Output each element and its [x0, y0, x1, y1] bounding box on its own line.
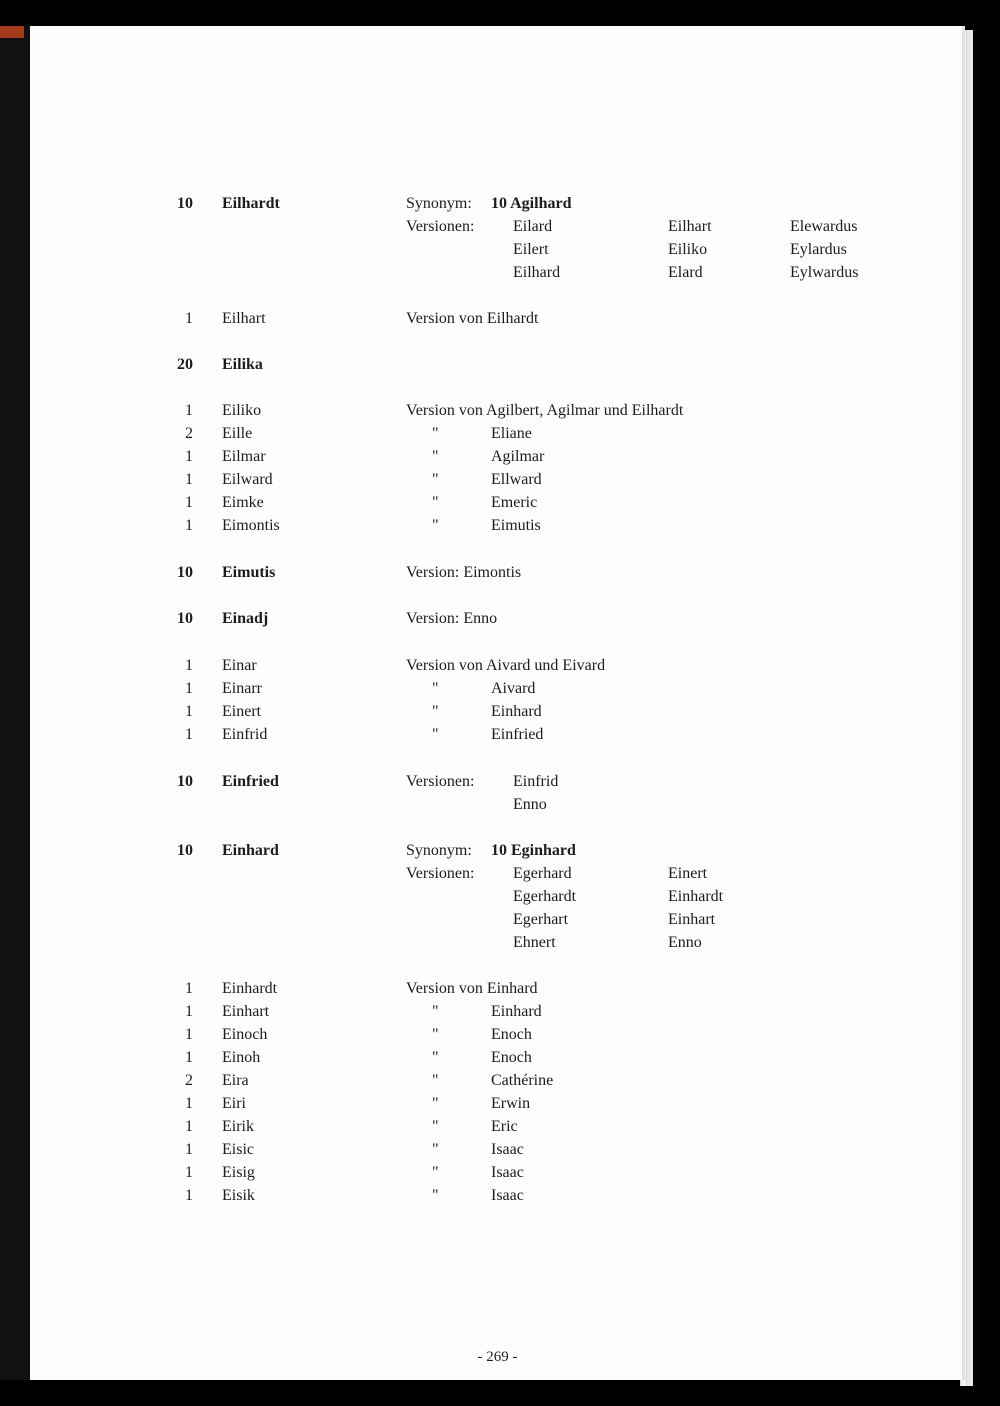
entry-name: Einarr: [222, 680, 262, 697]
entry-variant: Egerhart: [513, 911, 569, 928]
entry-count: 1: [185, 1118, 193, 1135]
entry-name: Eille: [222, 425, 253, 442]
entry-label: Synonym:: [406, 842, 472, 859]
ditto-mark: ": [432, 425, 439, 442]
ditto-mark: ": [432, 1049, 439, 1066]
entry-count: 1: [185, 517, 193, 534]
entry-variant: Elard: [668, 264, 703, 281]
entry-variant: Einfrid: [513, 773, 559, 790]
ditto-mark: ": [432, 726, 439, 743]
ditto-mark: ": [432, 517, 439, 534]
ditto-mark: ": [432, 1164, 439, 1181]
entry-label: Version: Eimontis: [406, 564, 522, 581]
entry-name: Eiri: [222, 1095, 246, 1112]
entry-variant: 10 Agilhard: [491, 195, 572, 212]
ditto-mark: ": [432, 1003, 439, 1020]
entry-name: Einhard: [222, 842, 279, 859]
entry-name: Einfried: [222, 773, 279, 790]
ditto-mark: ": [432, 1187, 439, 1204]
ditto-mark: ": [432, 1026, 439, 1043]
entry-name: Eilika: [222, 356, 263, 373]
entry-name: Eisik: [222, 1187, 255, 1204]
entry-variant: Aivard: [491, 680, 536, 697]
entry-variant: Ellward: [491, 471, 542, 488]
entry-variant: Einert: [668, 865, 708, 882]
entry-count: 2: [185, 1072, 193, 1089]
entry-name: Einert: [222, 703, 262, 720]
entry-variant: Agilmar: [491, 448, 545, 465]
entry-name: Einar: [222, 657, 257, 674]
entry-count: 10: [177, 773, 193, 790]
entry-name: Einadj: [222, 610, 269, 627]
entry-variant: Einhard: [491, 1003, 542, 1020]
entry-variant: Enoch: [491, 1049, 532, 1066]
entry-count: 1: [185, 1049, 193, 1066]
entry-count: 10: [177, 564, 193, 581]
entry-name: Einoch: [222, 1026, 268, 1043]
entry-name: Einfrid: [222, 726, 268, 743]
ditto-mark: ": [432, 494, 439, 511]
entry-count: 1: [185, 1003, 193, 1020]
entry-variant: Isaac: [491, 1187, 524, 1204]
ditto-mark: ": [432, 1141, 439, 1158]
entry-name: Eisig: [222, 1164, 255, 1181]
entry-count: 1: [185, 703, 193, 720]
entry-count: 1: [185, 402, 193, 419]
entry-variant: Enoch: [491, 1026, 532, 1043]
entry-variant: Eilhart: [668, 218, 712, 235]
ditto-mark: ": [432, 1118, 439, 1135]
entry-name: Eimke: [222, 494, 264, 511]
entry-variant: Isaac: [491, 1141, 524, 1158]
entry-name: Eirik: [222, 1118, 254, 1135]
entry-variant: Eimutis: [491, 517, 541, 534]
entry-variant: Eilhard: [513, 264, 561, 281]
entry-count: 1: [185, 471, 193, 488]
document-page: [30, 26, 965, 1380]
entry-variant: Enno: [668, 934, 702, 951]
entry-count: 1: [185, 1187, 193, 1204]
book-spine: [0, 26, 30, 1380]
entry-name: Eira: [222, 1072, 249, 1089]
entry-label: Version von Aivard und Eivard: [406, 657, 606, 674]
entry-count: 1: [185, 1095, 193, 1112]
entry-count: 1: [185, 310, 193, 327]
entry-variant: 10 Eginhard: [491, 842, 576, 859]
entry-label: Version von Agilbert, Agilmar und Eilhardt: [406, 402, 684, 419]
entry-label: Version: Enno: [406, 610, 498, 627]
entry-variant: Egerhard: [513, 865, 572, 882]
entry-name: Einoh: [222, 1049, 261, 1066]
entry-variant: Cathérine: [491, 1072, 554, 1089]
ditto-mark: ": [432, 448, 439, 465]
page-edge: [966, 30, 973, 1386]
entry-variant: Ehnert: [513, 934, 556, 951]
ditto-mark: ": [432, 680, 439, 697]
entry-name: Einhart: [222, 1003, 270, 1020]
entry-variant: Erwin: [491, 1095, 531, 1112]
ditto-mark: ": [432, 703, 439, 720]
entry-name: Eilmar: [222, 448, 266, 465]
entry-count: 1: [185, 680, 193, 697]
entry-variant: Isaac: [491, 1164, 524, 1181]
entry-name: Eilhardt: [222, 195, 280, 212]
entry-count: 10: [177, 610, 193, 627]
entry-count: 1: [185, 657, 193, 674]
entry-variant: Egerhardt: [513, 888, 577, 905]
entry-variant: Einhardt: [668, 888, 724, 905]
entry-label: Versionen:: [406, 773, 475, 790]
entry-label: Version von Eilhardt: [406, 310, 539, 327]
entry-name: Eimontis: [222, 517, 280, 534]
cover-edge: [0, 26, 24, 38]
entry-variant: Eilard: [513, 218, 553, 235]
entry-variant: Eylwardus: [790, 264, 859, 281]
entry-label: Version von Einhard: [406, 980, 538, 997]
ditto-mark: ": [432, 471, 439, 488]
entry-name: Eilward: [222, 471, 273, 488]
entry-count: 10: [177, 842, 193, 859]
entry-name: Einhardt: [222, 980, 278, 997]
ditto-mark: ": [432, 1095, 439, 1112]
entry-count: 1: [185, 1141, 193, 1158]
entry-variant: Einfried: [491, 726, 544, 743]
entry-count: 1: [185, 448, 193, 465]
entry-variant: Eylardus: [790, 241, 847, 258]
entry-count: 1: [185, 494, 193, 511]
entry-count: 1: [185, 980, 193, 997]
entry-variant: Eric: [491, 1118, 518, 1135]
entry-variant: Eliane: [491, 425, 532, 442]
entry-label: Versionen:: [406, 865, 475, 882]
entry-variant: Emeric: [491, 494, 538, 511]
page-number: - 269 -: [477, 1349, 518, 1365]
entry-label: Synonym:: [406, 195, 472, 212]
entry-count: 1: [185, 1026, 193, 1043]
entry-count: 2: [185, 425, 193, 442]
entry-name: Eisic: [222, 1141, 254, 1158]
entry-variant: Eiliko: [668, 241, 708, 258]
entry-count: 20: [177, 356, 193, 373]
entry-variant: Einhard: [491, 703, 542, 720]
entry-count: 10: [177, 195, 193, 212]
entry-variant: Enno: [513, 796, 547, 813]
entry-count: 1: [185, 1164, 193, 1181]
entry-variant: Elewardus: [790, 218, 858, 235]
entry-variant: Einhart: [668, 911, 716, 928]
entry-label: Versionen:: [406, 218, 475, 235]
entry-name: Eimutis: [222, 564, 276, 581]
entry-count: 1: [185, 726, 193, 743]
entry-name: Eiliko: [222, 402, 262, 419]
entry-variant: Eilert: [513, 241, 549, 258]
entry-name: Eilhart: [222, 310, 266, 327]
ditto-mark: ": [432, 1072, 439, 1089]
